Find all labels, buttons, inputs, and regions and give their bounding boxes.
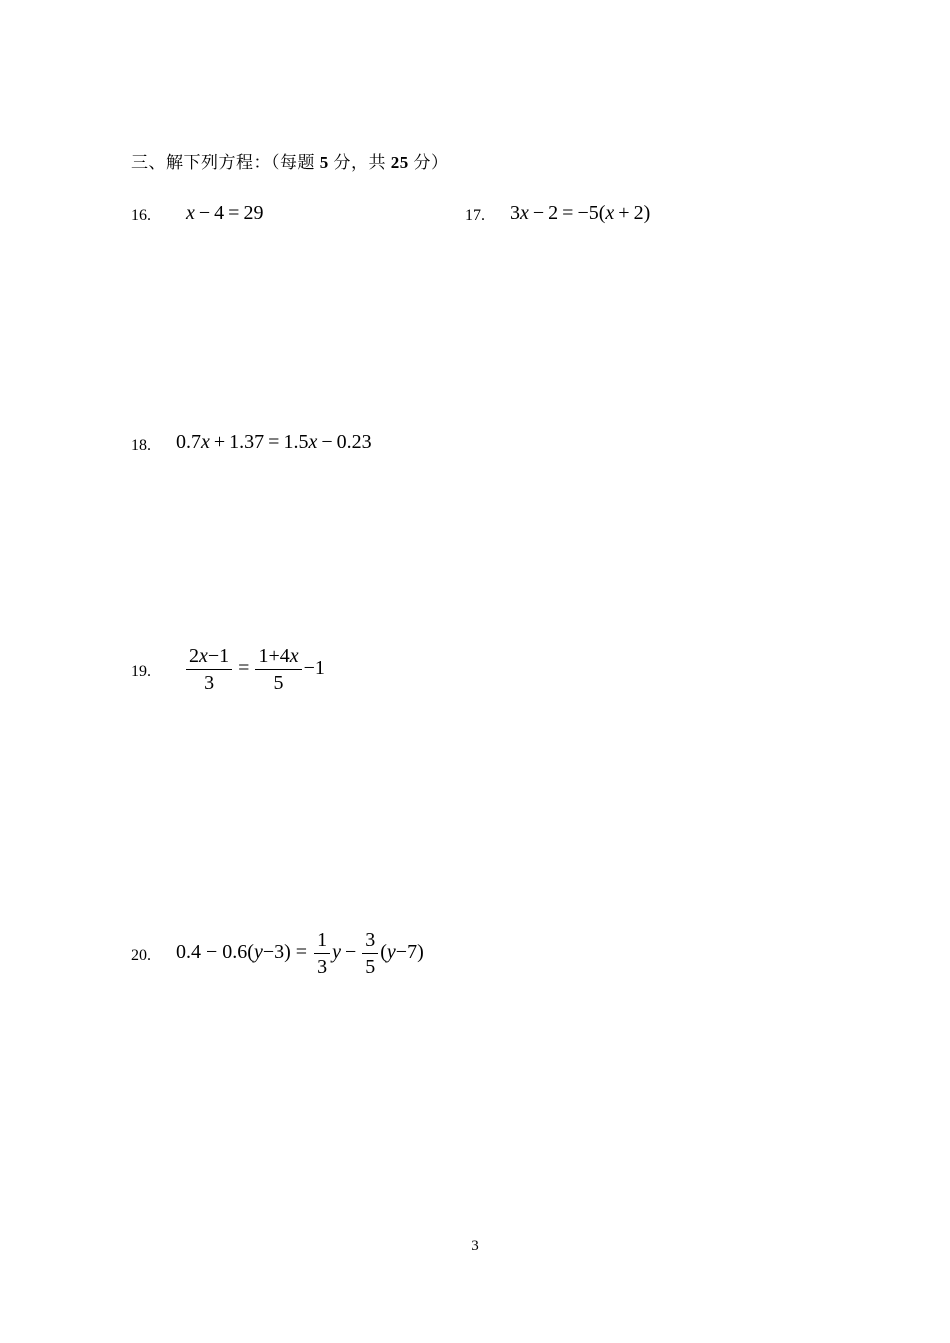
problem-16-equation: x − 4 = 29 [186,202,264,224]
problem-19-equation: $\frac{2x-1}{3}$ = $\frac{1+4x}{5}$ −1 [184,643,325,696]
problem-17-number: 17. [465,207,485,224]
problem-18-equation: 0.7x + 1.37 = 1.5x − 0.23 [176,431,372,453]
fraction-one-third: $\frac{1}{3}$ [314,927,330,980]
fraction-left: $\frac{2x-1}{3}$ [186,643,232,696]
problem-16-number: 16. [131,207,151,224]
fraction-right: $\frac{1+4x}{5}$ [255,643,301,696]
problem-20-equation: 0.4 − 0.6(y−3) = $\frac{1}{3}$ y − $\frac{3}{5}$ (y−7) [176,929,424,978]
problem-17-equation: 3x − 2 = −5(x + 2) [510,202,651,224]
problem-19-number: 19. [131,663,151,680]
fraction-three-fifths: $\frac{3}{5}$ [362,927,378,980]
problem-20-number: 20. [131,947,151,964]
page-number: 3 [471,1238,479,1254]
problem-18-number: 18. [131,437,151,454]
section-heading: 三、解下列方程：（每题 5 分，共 25 分） [131,153,449,172]
